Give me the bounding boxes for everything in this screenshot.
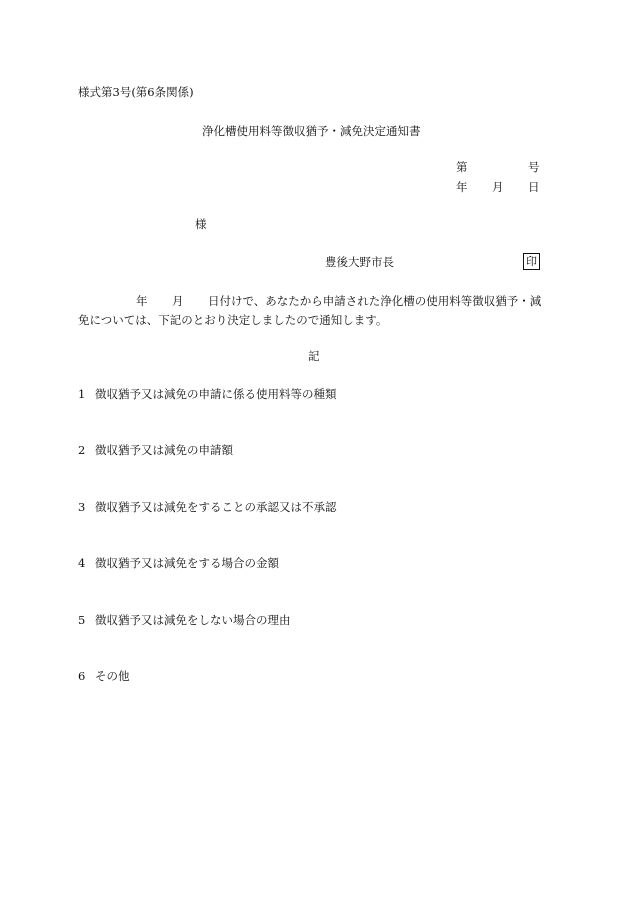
item-text: 徴収猶予又は減免の申請に係る使用料等の種類 xyxy=(95,387,337,401)
item-text: 徴収猶予又は減免をしない場合の理由 xyxy=(95,613,291,627)
item-number: 2 xyxy=(78,443,86,457)
issuer-name: 豊後大野市長 xyxy=(325,255,394,269)
item-text: 徴収猶予又は減免の申請額 xyxy=(95,443,233,457)
item-number: 4 xyxy=(78,556,86,570)
body-year: 年 xyxy=(136,294,148,308)
number-suffix: 号 xyxy=(528,160,540,174)
item-number: 5 xyxy=(78,613,86,627)
seal-mark: 印 xyxy=(523,253,540,270)
item-text: 徴収猶予又は減免をすることの承認又は不承認 xyxy=(95,500,337,514)
form-label: 様式第3号(第6条関係) xyxy=(78,85,194,99)
item-text: その他 xyxy=(95,669,130,683)
date-month: 月 xyxy=(492,180,504,194)
body-line-1: 日付けで、あなたから申請された浄化槽の使用料等徴収猶予・減 xyxy=(208,294,542,308)
addressee-suffix: 様 xyxy=(195,217,207,231)
item-number: 1 xyxy=(78,387,86,401)
document-title: 浄化槽使用料等徴収猶予・減免決定通知書 xyxy=(202,124,421,138)
date-year: 年 xyxy=(456,180,468,194)
body-line-2: 免については、下記のとおり決定しましたので通知します。 xyxy=(78,313,388,327)
item-number: 3 xyxy=(78,500,86,514)
body-month: 月 xyxy=(172,294,184,308)
item-number: 6 xyxy=(78,669,86,683)
ki-heading: 記 xyxy=(308,349,320,363)
date-day: 日 xyxy=(528,180,540,194)
number-prefix: 第 xyxy=(456,160,468,174)
item-text: 徴収猶予又は減免をする場合の金額 xyxy=(95,556,279,570)
